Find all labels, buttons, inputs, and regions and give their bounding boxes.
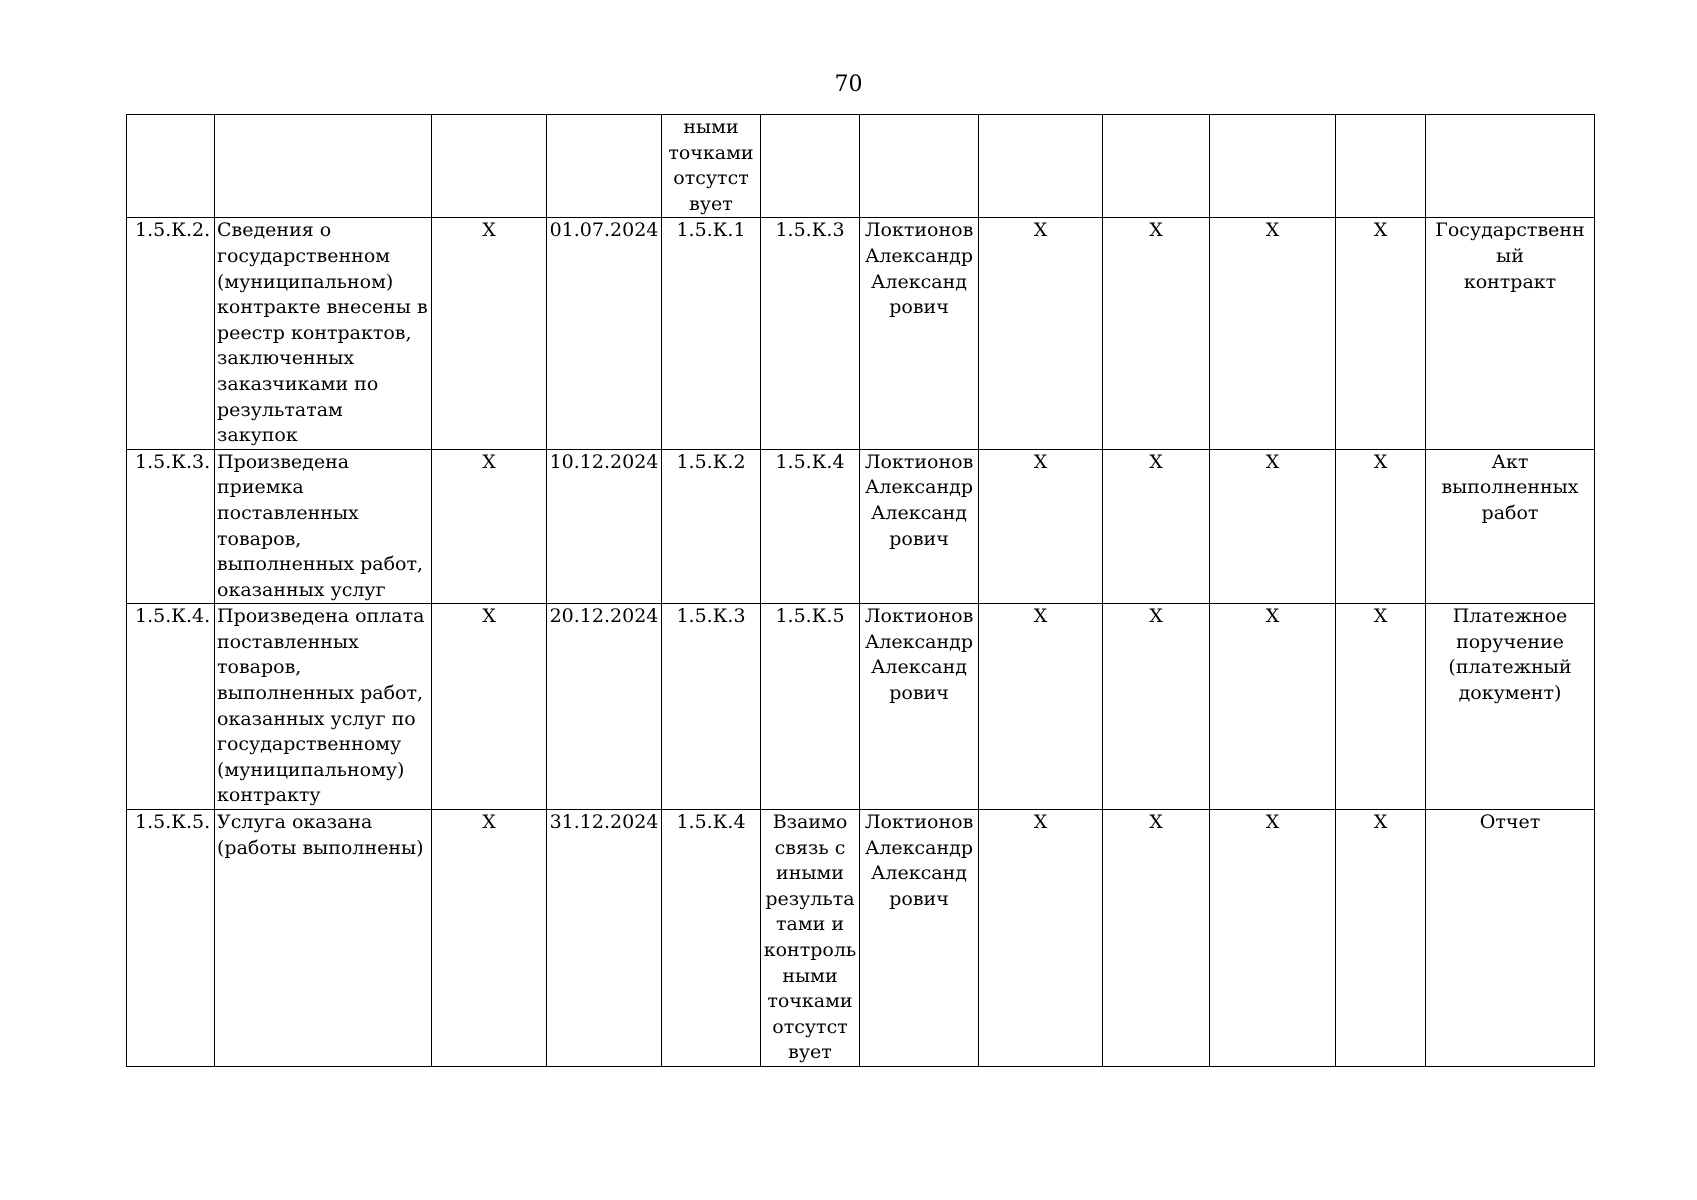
cell-col9: Х: [1103, 810, 1210, 1067]
cell-col3: Х: [432, 449, 547, 604]
cell-description: Услуга оказана (работы выполнены): [215, 810, 432, 1067]
cell-col9: Х: [1103, 449, 1210, 604]
cell-code: 1.5.К.4.: [127, 604, 215, 810]
cell-col9: [1103, 115, 1210, 218]
cell-prev: 1.5.К.4: [662, 810, 761, 1067]
cell-responsible: Локтионов Александр Александ рович: [860, 604, 979, 810]
cell-prev: 1.5.К.3: [662, 604, 761, 810]
cell-document: Государственный контракт: [1426, 218, 1595, 449]
cell-code: 1.5.К.2.: [127, 218, 215, 449]
cell-responsible: Локтионов Александр Александ рович: [860, 218, 979, 449]
cell-col3: Х: [432, 604, 547, 810]
cell-col8: [979, 115, 1103, 218]
table-row: [127, 604, 1595, 810]
cell-col9: Х: [1103, 604, 1210, 810]
cell-code: 1.5.К.3.: [127, 449, 215, 604]
cell-responsible: Локтионов Александр Александ рович: [860, 810, 979, 1067]
cell-code: 1.5.К.5.: [127, 810, 215, 1067]
cell-code: [127, 115, 215, 218]
continuation-text: ными точками отсутст вует: [668, 116, 754, 215]
cell-col3: Х: [432, 810, 547, 1067]
cell-col10: Х: [1210, 449, 1336, 604]
cell-col8: Х: [979, 604, 1103, 810]
cell-date: [547, 115, 662, 218]
cell-col9: Х: [1103, 218, 1210, 449]
cell-description: Сведения о государственном (муниципальном) контракте внесены в реестр контрактов, заключенных заказчиками по результатам закупок: [215, 218, 432, 449]
cell-col11: [1336, 115, 1426, 218]
table-row: [127, 449, 1595, 604]
cell-col10: Х: [1210, 218, 1336, 449]
cell-col11: Х: [1336, 810, 1426, 1067]
cell-document: [1426, 115, 1595, 218]
cell-date: 01.07.2024: [547, 218, 662, 449]
cell-col10: Х: [1210, 604, 1336, 810]
cell-col11: Х: [1336, 449, 1426, 604]
cell-responsible: [860, 115, 979, 218]
cell-col11: Х: [1336, 604, 1426, 810]
cell-date: 10.12.2024: [547, 449, 662, 604]
cell-date: 20.12.2024: [547, 604, 662, 810]
cell-prev: 1.5.К.1: [662, 218, 761, 449]
cell-col10: [1210, 115, 1336, 218]
cell-col8: Х: [979, 218, 1103, 449]
cell-description: Произведена приемка поставленных товаров, выполненных работ, оказанных услуг: [215, 449, 432, 604]
cell-col11: Х: [1336, 218, 1426, 449]
cell-next: 1.5.К.5: [761, 604, 860, 810]
table-row: [127, 810, 1595, 1067]
cell-next: 1.5.К.3: [761, 218, 860, 449]
control-points-table: [126, 114, 1595, 1067]
table-row-continuation: [127, 115, 1595, 218]
cell-prev: 1.5.К.2: [662, 449, 761, 604]
cell-document: Отчет: [1426, 810, 1595, 1067]
cell-col10: Х: [1210, 810, 1336, 1067]
cell-document: Акт выполненных работ: [1426, 449, 1595, 604]
cell-col8: Х: [979, 449, 1103, 604]
cell-col3: [432, 115, 547, 218]
cell-document: Платежное поручение (платежный документ): [1426, 604, 1595, 810]
cell-responsible: Локтионов Александр Александ рович: [860, 449, 979, 604]
cell-next: [761, 115, 860, 218]
cell-date: 31.12.2024: [547, 810, 662, 1067]
cell-next: 1.5.К.4: [761, 449, 860, 604]
cell-prev: [662, 115, 761, 218]
cell-col8: Х: [979, 810, 1103, 1067]
table-row: [127, 218, 1595, 449]
cell-description: Произведена оплата поставленных товаров, выполненных работ, оказанных услуг по государственному (муниципальному) контракту: [215, 604, 432, 810]
cell-next: Взаимо связь с иными результа тами и контроль ными точками отсутст вует: [761, 810, 860, 1067]
cell-col3: Х: [432, 218, 547, 449]
page-number: 70: [834, 72, 863, 97]
cell-description: [215, 115, 432, 218]
